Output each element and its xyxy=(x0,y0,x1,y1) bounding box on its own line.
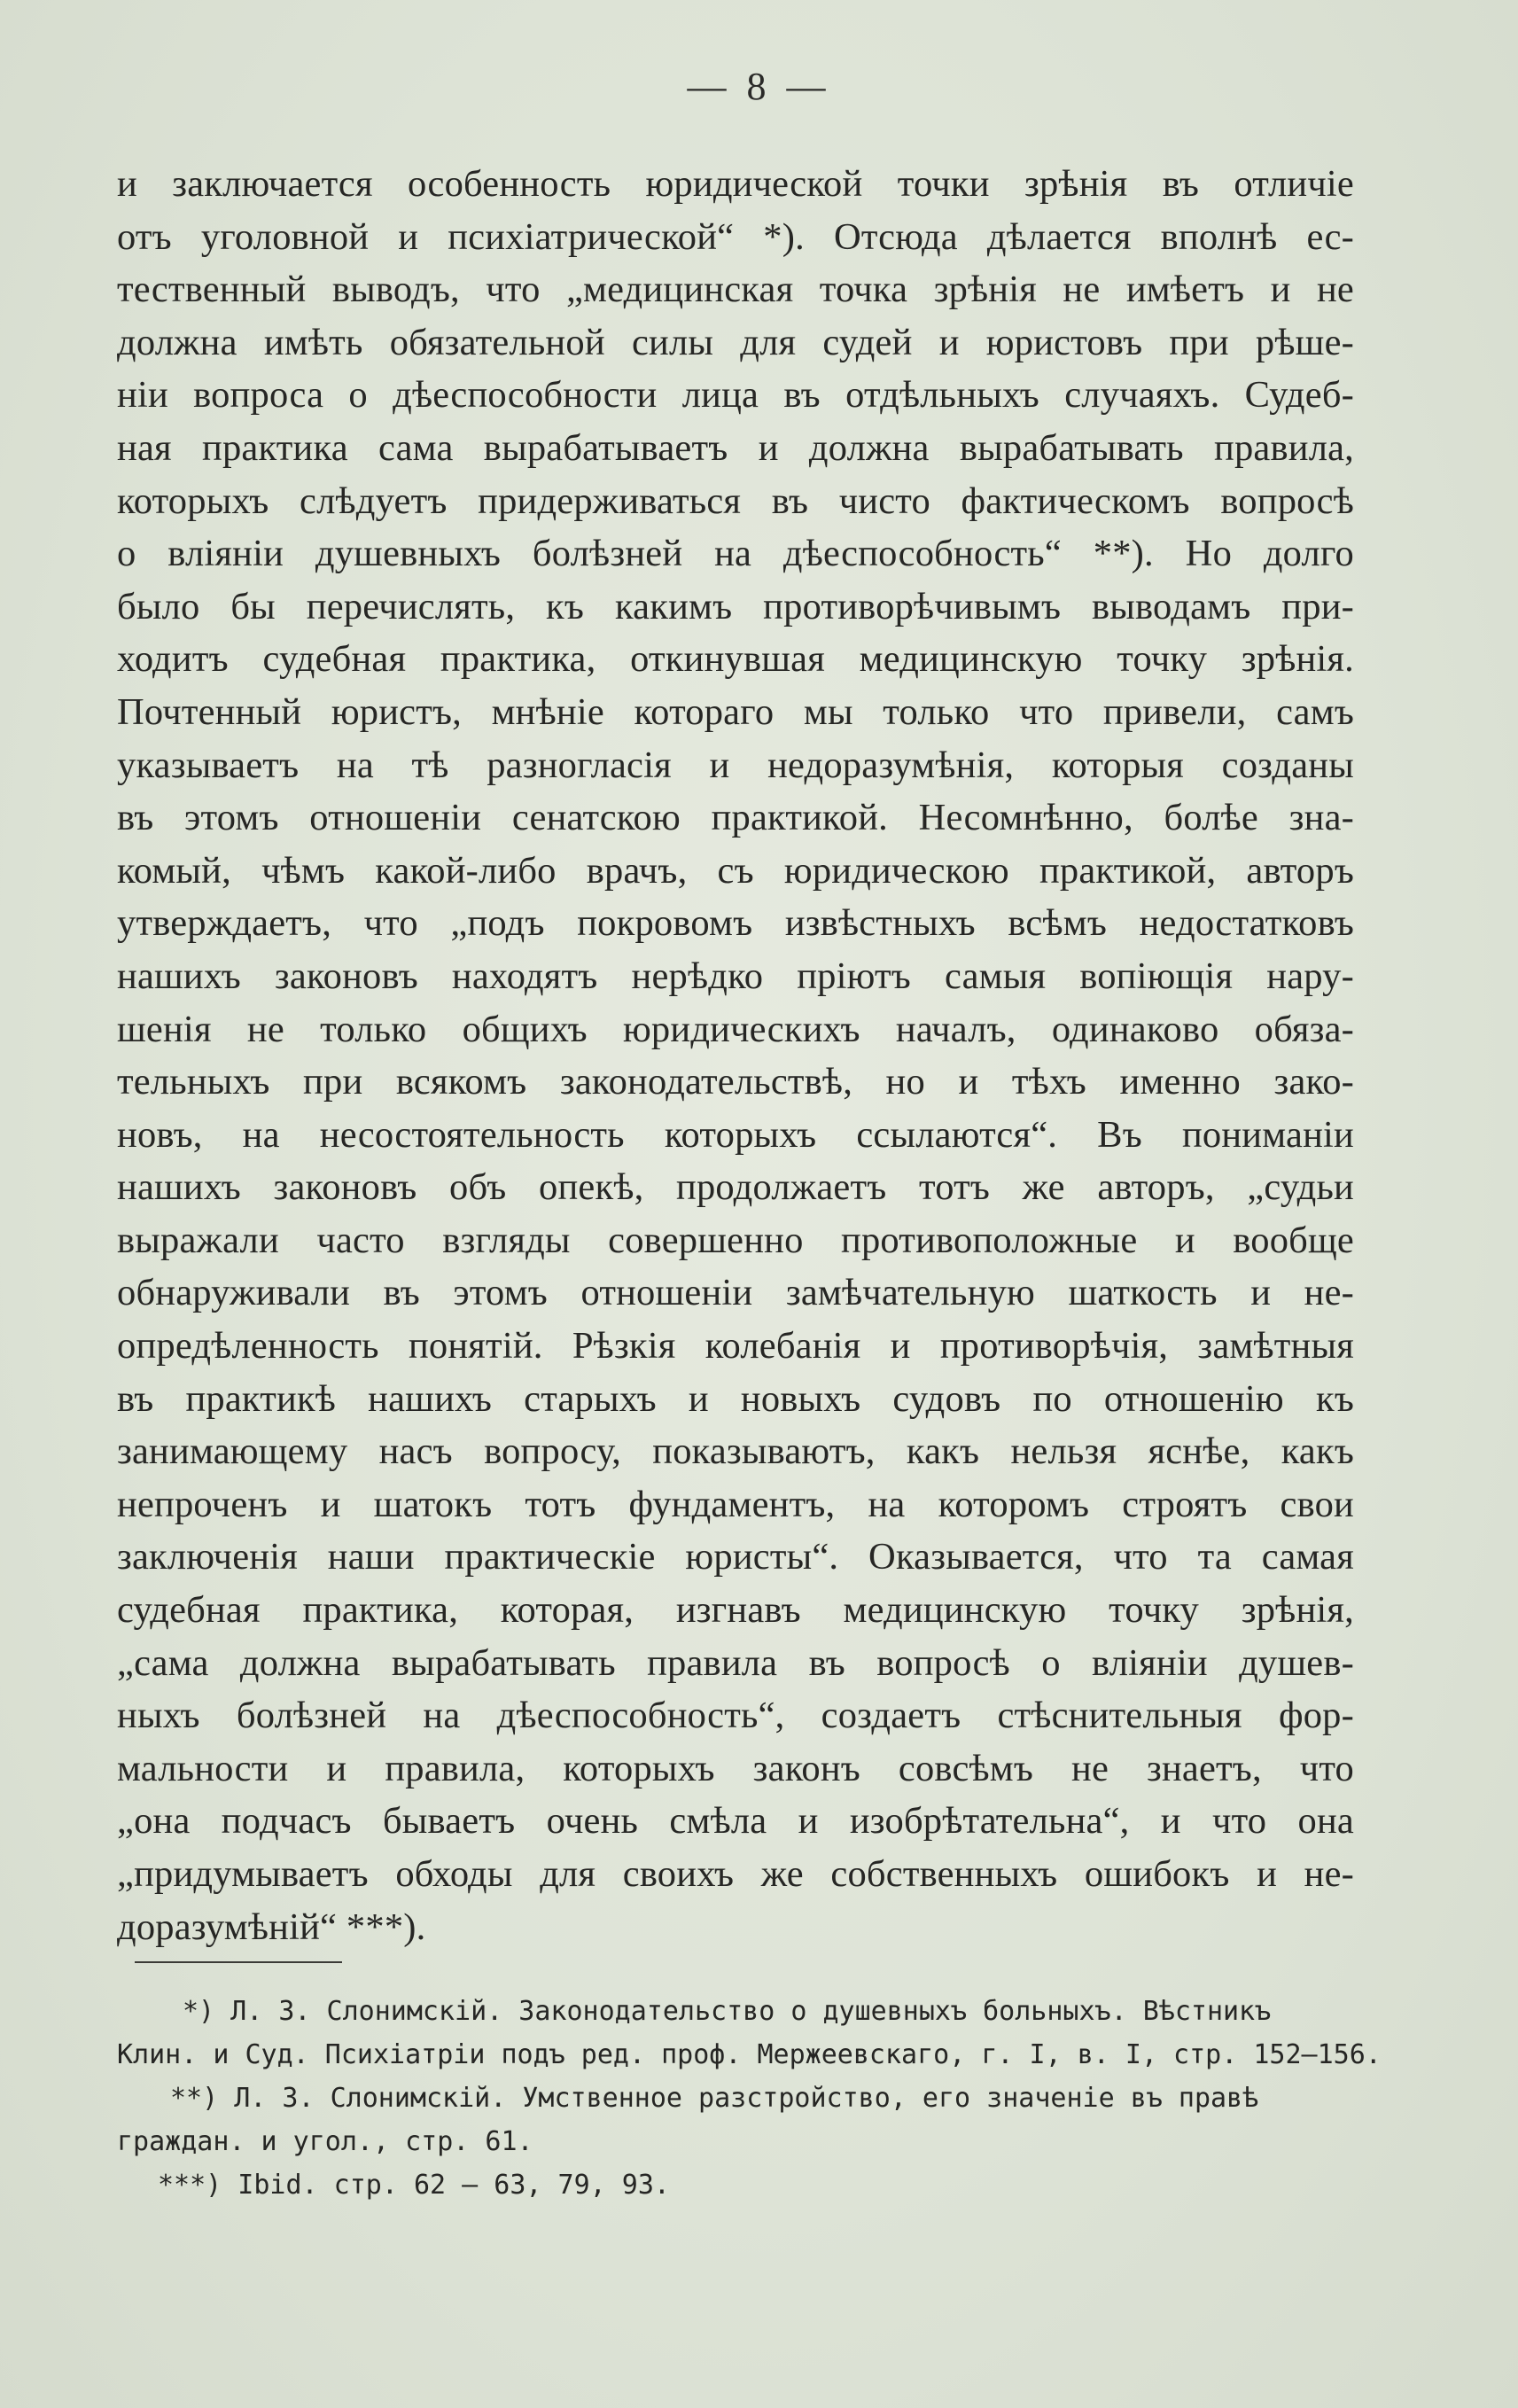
footnotes xyxy=(117,1990,1382,2207)
footnote-separator xyxy=(135,1961,342,1963)
text-line: „она подчасъ бываетъ очень смѣла и изобрѣтательна“, и что она xyxy=(117,1800,1354,1843)
body-text xyxy=(117,158,1354,1953)
text-line: было бы перечислять, къ какимъ противорѣчивымъ выводамъ при- xyxy=(117,585,1354,627)
text-line: доразумѣній“ ***). xyxy=(117,1905,426,1948)
text-line: заключенія наши практическіе юристы“. Оказывается, что та самая xyxy=(117,1536,1354,1578)
text-line: ходитъ судебная практика, откинувшая медицинскую точку зрѣнія. xyxy=(117,638,1354,681)
footnote-line: граждан. и угол., стр. 61. xyxy=(117,2126,533,2157)
text-line: „сама должна вырабатывать правила въ вопросѣ о вліяніи душев- xyxy=(117,1641,1354,1684)
text-line: комый, чѣмъ какой-либо врачъ, съ юридическою практикой, авторъ xyxy=(117,849,1354,892)
text-line: мальности и правила, которыхъ законъ совсѣмъ не знаетъ, что xyxy=(117,1747,1354,1789)
text-line: тественный выводъ, что „медицинская точка зрѣнія не имѣетъ и не xyxy=(117,269,1354,311)
page-number: — 8 — xyxy=(687,65,831,108)
text-line: и заключается особенность юридической точки зрѣнія въ отличіе xyxy=(117,163,1354,205)
text-line: которыхъ слѣдуетъ придерживаться въ чисто фактическомъ вопросѣ xyxy=(117,479,1354,522)
footnote-line: **) Л. З. Слонимскій. Умственное разстройство, его значеніе въ правѣ xyxy=(170,2083,1259,2114)
text-line: непроченъ и шатокъ тотъ фундаментъ, на которомъ строятъ свои xyxy=(117,1483,1354,1525)
text-line: новъ, на несостоятельность которыхъ ссылаются“. Въ пониманіи xyxy=(117,1113,1354,1156)
text-line: нашихъ законовъ находятъ нерѣдко пріютъ самыя вопіющія нару- xyxy=(117,955,1354,997)
text-line: ніи вопроса о дѣеспособности лица въ отдѣльныхъ случаяхъ. Судеб- xyxy=(117,374,1354,417)
footnote-line: *) Л. З. Слонимскій. Законодательство о душевныхъ больныхъ. Вѣстникъ xyxy=(183,1996,1272,2027)
text-line: выражали часто взгляды совершенно противоположные и вообще xyxy=(117,1219,1354,1261)
text-line: ная практика сама вырабатываетъ и должна вырабатывать правила, xyxy=(117,426,1354,469)
text-line: отъ уголовной и психіатрической“ *). Отсюда дѣлается вполнѣ ес- xyxy=(117,215,1354,258)
text-line: опредѣленность понятій. Рѣзкія колебанія и противорѣчія, замѣтныя xyxy=(117,1325,1354,1368)
text-line: „придумываетъ обходы для своихъ же собственныхъ ошибокъ и не- xyxy=(117,1853,1354,1895)
footnote-line: ***) Ibid. стр. 62 — 63, 79, 93. xyxy=(158,2170,670,2201)
text-line: утверждаетъ, что „подъ покровомъ извѣстныхъ всѣмъ недостатковъ xyxy=(117,902,1354,945)
text-line: обнаруживали въ этомъ отношеніи замѣчательную шаткость и не- xyxy=(117,1272,1354,1314)
text-line: о вліяніи душевныхъ болѣзней на дѣеспособность“ **). Но долго xyxy=(117,533,1354,575)
text-line: ныхъ болѣзней на дѣеспособность“, создаетъ стѣснительныя фор- xyxy=(117,1695,1354,1737)
text-line: въ практикѣ нашихъ старыхъ и новыхъ судовъ по отношенію къ xyxy=(117,1377,1354,1420)
text-line: въ этомъ отношеніи сенатскою практикой. Несомнѣнно, болѣе зна- xyxy=(117,797,1354,839)
text-line: указываетъ на тѣ разногласія и недоразумѣнія, которыя созданы xyxy=(117,744,1354,786)
text-line: судебная практика, которая, изгнавъ медицинскую точку зрѣнія, xyxy=(117,1589,1354,1632)
footnote-line: Клин. и Суд. Психіатріи подъ ред. проф. Мержеевскаго, г. I, в. I, стр. 152—156. xyxy=(117,2039,1382,2070)
text-line: тельныхъ при всякомъ законодательствѣ, но и тѣхъ именно зако- xyxy=(117,1061,1354,1103)
text-line: должна имѣть обязательной силы для судей и юристовъ при рѣше- xyxy=(117,321,1354,363)
text-line: нашихъ законовъ объ опекѣ, продолжаетъ тотъ же авторъ, „судьи xyxy=(117,1166,1354,1209)
text-line: Почтенный юристъ, мнѣніе котораго мы только что привели, самъ xyxy=(117,690,1354,733)
text-line: шенія не только общихъ юридическихъ началъ, одинаково обяза- xyxy=(117,1008,1354,1050)
text-line: занимающему насъ вопросу, показываютъ, какъ нельзя яснѣе, какъ xyxy=(117,1430,1354,1473)
